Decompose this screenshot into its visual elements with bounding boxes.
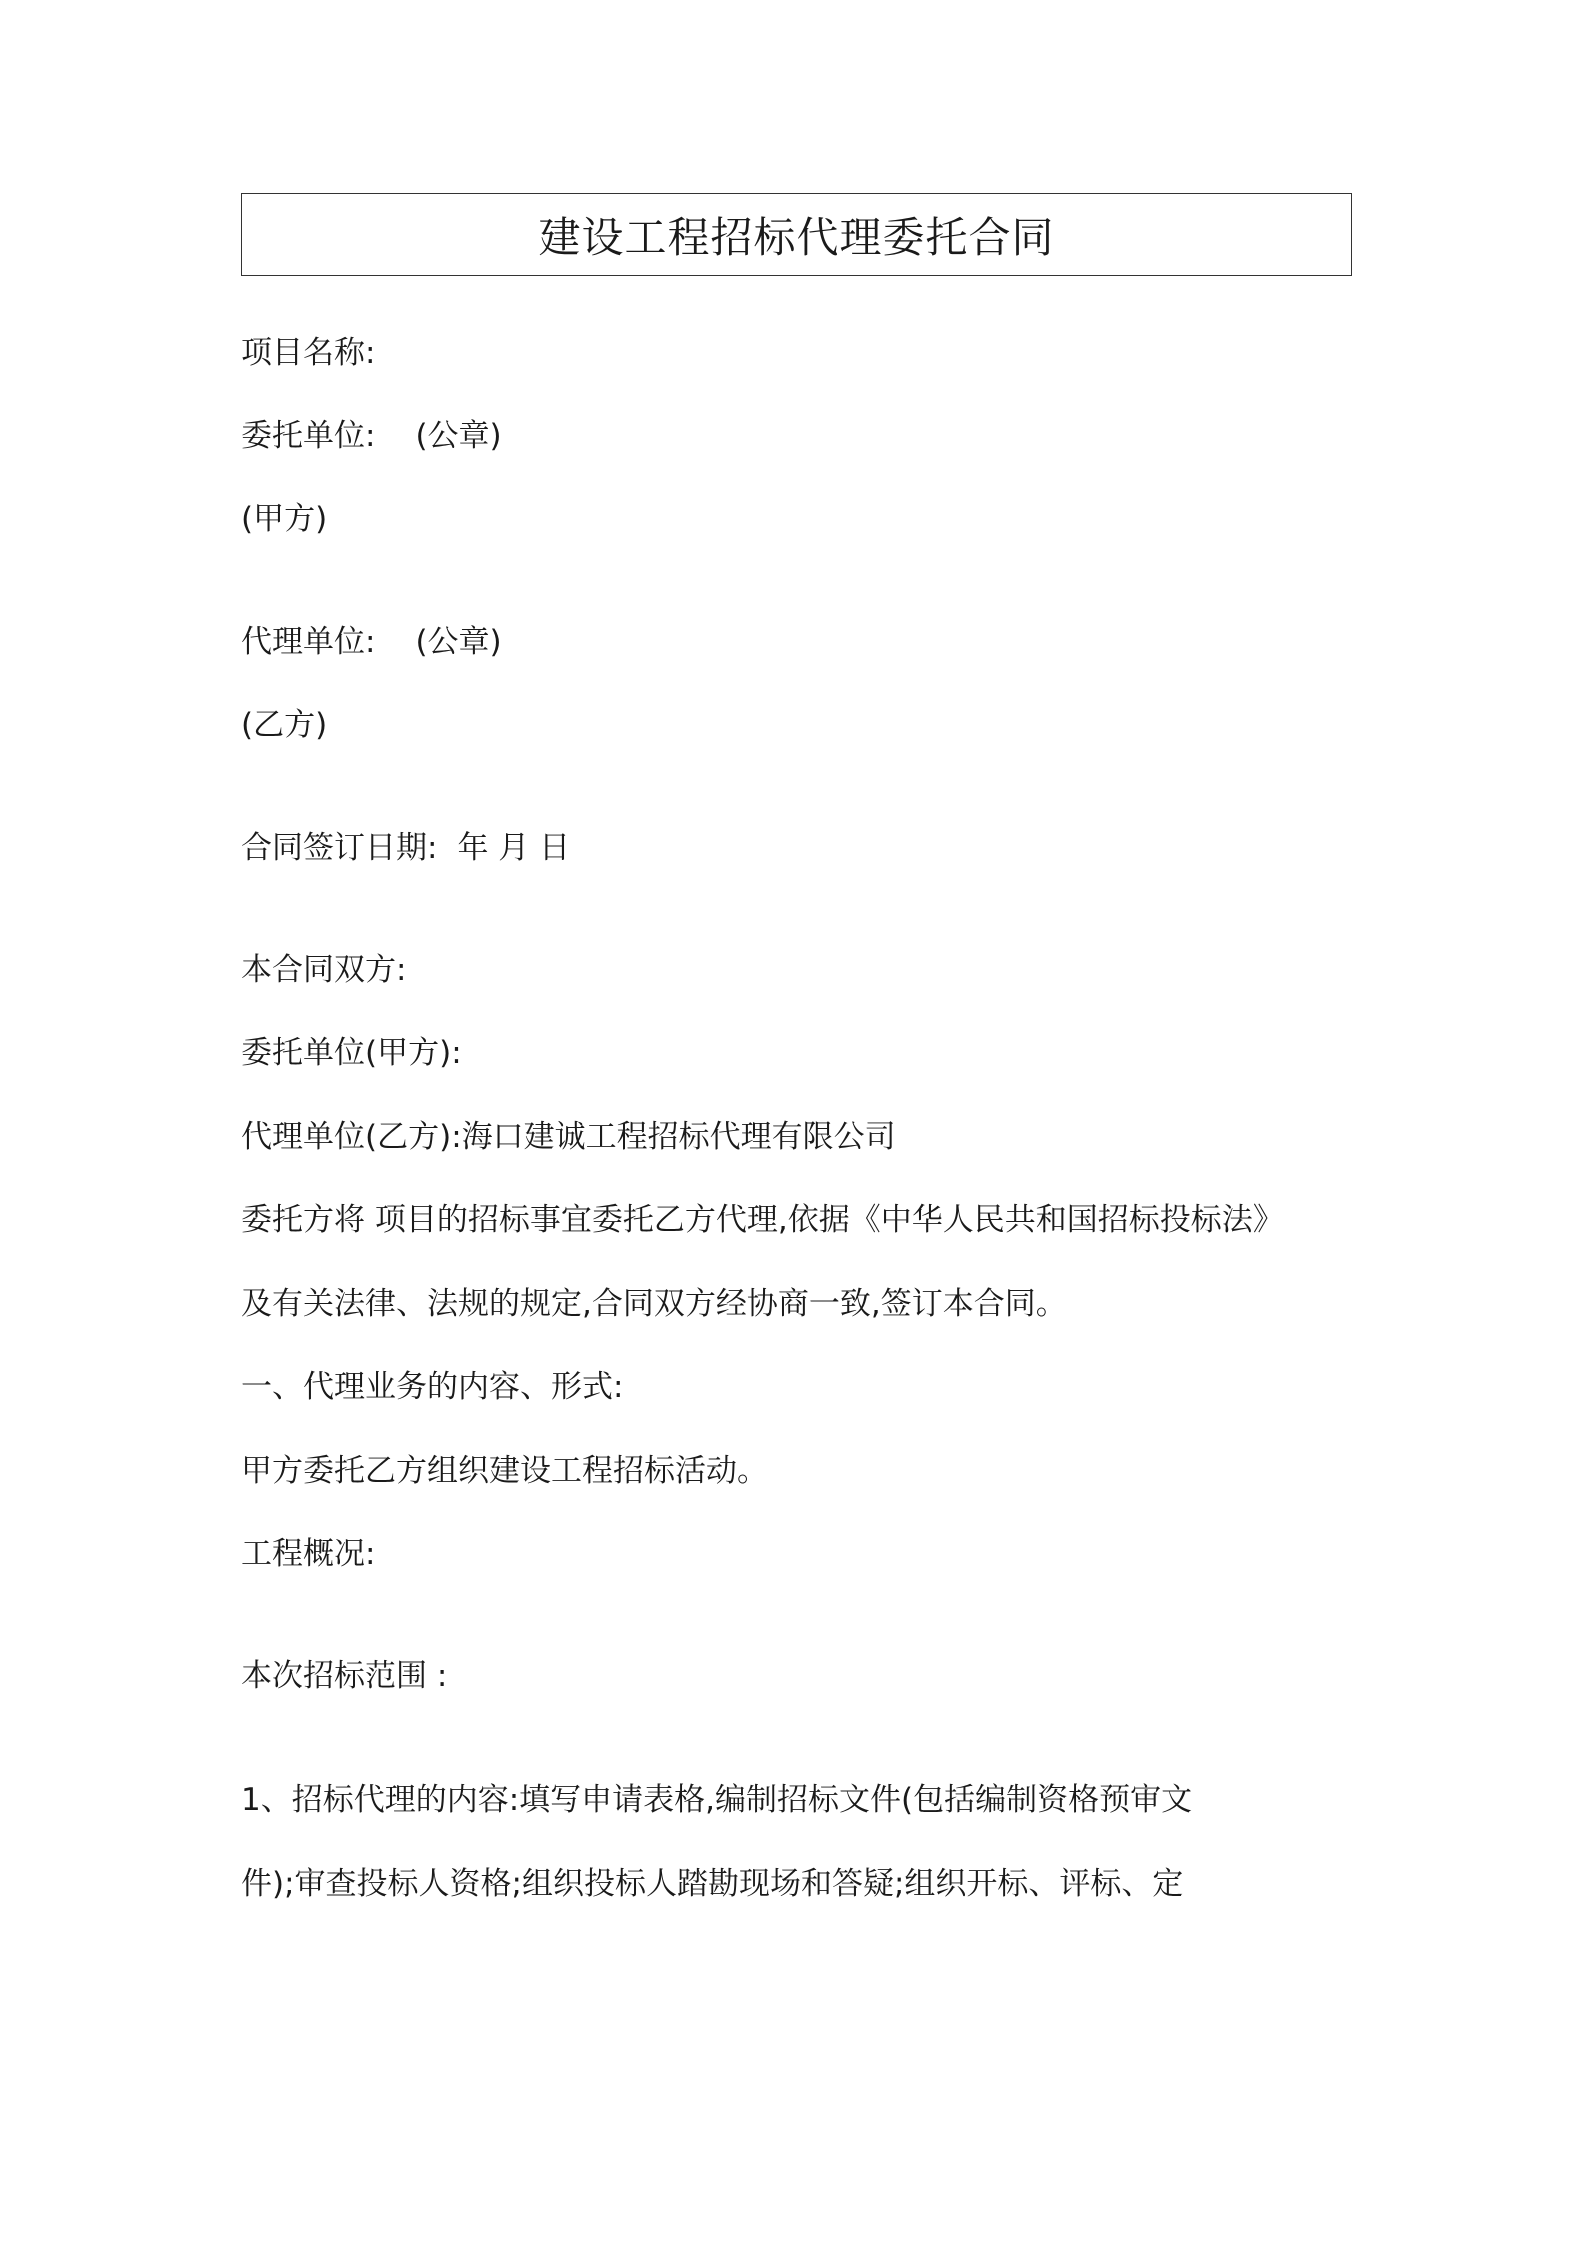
paragraph-line: 及有关法律、法规的规定,合同双方经协商一致,签订本合同。	[241, 1286, 1067, 1322]
list-item-line: 件);审查投标人资格;组织投标人踏勘现场和答疑;组织开标、评标、定	[241, 1866, 1184, 1902]
client-unit-line	[241, 416, 502, 456]
party-b-label: (乙方)	[241, 707, 328, 743]
party-a-label: (甲方)	[241, 501, 328, 537]
sign-date-value: 年 月 日	[457, 830, 571, 866]
both-parties-line: 本合同双方:	[241, 952, 407, 988]
section-text: 甲方委托乙方组织建设工程招标活动。	[241, 1453, 768, 1489]
agent-unit-line	[241, 622, 502, 662]
section-heading: 一、代理业务的内容、形式:	[241, 1369, 624, 1405]
agent-party-line: 代理单位(乙方):海口建诚工程招标代理有限公司	[241, 1119, 896, 1155]
agent-unit-label: 代理单位:	[241, 624, 376, 660]
sign-date-line	[241, 828, 570, 868]
bid-scope-label: 本次招标范围 :	[241, 1658, 448, 1694]
project-overview-label: 工程概况:	[241, 1536, 376, 1572]
paragraph-line: 委托方将 项目的招标事宜委托乙方代理,依据《中华人民共和国招标投标法》	[241, 1202, 1284, 1238]
sign-date-label: 合同签订日期:	[241, 830, 438, 866]
agent-seal: (公章)	[415, 624, 502, 660]
client-unit-label: 委托单位:	[241, 418, 376, 454]
client-seal: (公章)	[415, 418, 502, 454]
list-item-line: 1、招标代理的内容:填写申请表格,编制招标文件(包括编制资格预审文	[241, 1782, 1193, 1818]
document-title: 建设工程招标代理委托合同	[538, 212, 1055, 262]
title-box	[241, 193, 1352, 276]
project-name-line: 项目名称:	[241, 335, 376, 371]
client-party-line: 委托单位(甲方):	[241, 1035, 462, 1071]
